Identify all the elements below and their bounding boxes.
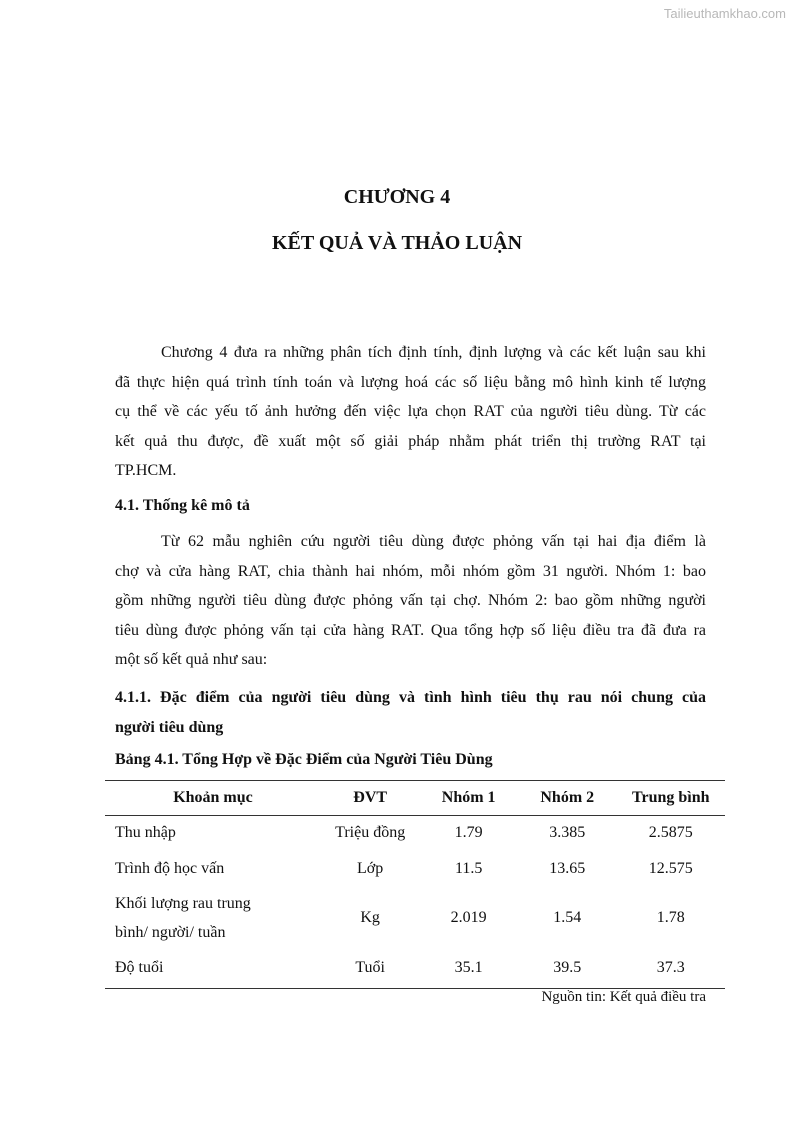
table-row	[105, 949, 725, 989]
table-cell-item: Trình độ học vấn	[115, 859, 225, 877]
column-header: Nhóm 2	[518, 781, 617, 816]
intro-paragraph	[115, 338, 706, 486]
table-row	[105, 887, 725, 949]
item-line: bình/ người/ tuần	[115, 923, 226, 941]
section-line: một số kết quả như sau:	[115, 651, 268, 668]
table-cell-group1: 1.79	[454, 824, 483, 842]
table-cell-group2: 13.65	[549, 859, 586, 877]
intro-line: kết quả thu được, đề xuất một số giải pháp nhằm phát triển thị trường RAT tại	[115, 432, 706, 450]
column-header: Trung bình	[617, 781, 725, 816]
table-cell-average: 12.575	[648, 859, 693, 877]
section-line: chợ và cửa hàng RAT, chia thành hai nhóm, mỗi nhóm gồm 31 người. Nhóm 1: bao	[115, 562, 706, 580]
table-cell-average: 1.78	[656, 908, 685, 926]
intro-line: cụ thể về các yếu tố ảnh hưởng đến việc lựa chọn RAT của người tiêu dùng. Từ các	[115, 403, 706, 420]
table-header-row	[105, 781, 725, 816]
chapter-title: KẾT QUẢ VÀ THẢO LUẬN	[271, 232, 523, 254]
section-heading-4-1: 4.1. Thống kê mô tả	[115, 497, 250, 514]
table-cell-group1: 2.019	[450, 908, 487, 926]
table-cell-item: Độ tuổi	[105, 949, 321, 989]
subsection-heading-line: 4.1.1. Đặc điểm của người tiêu dùng và tình hình tiêu thụ rau nói chung của	[115, 689, 706, 706]
table-source: Nguồn tin: Kết quả điều tra	[541, 989, 706, 1005]
summary-table	[105, 780, 725, 989]
intro-line: Chương 4 đưa ra những phân tích định tính, định lượng và các kết luận sau khi	[161, 344, 706, 361]
item-line: Khối lượng rau trung	[115, 894, 251, 912]
section-heading-4-1-1	[115, 683, 706, 742]
table-cell-average: 2.5875	[648, 824, 693, 842]
table-row	[105, 851, 725, 887]
watermark: Tailieuthamkhao.com	[663, 6, 786, 21]
intro-line: TP.HCM.	[115, 462, 177, 479]
table-cell-item: Thu nhập	[115, 824, 176, 842]
column-header: Khoản mục	[105, 781, 321, 816]
chapter-number: CHƯƠNG 4	[343, 186, 451, 208]
table-cell-average: 37.3	[617, 949, 725, 989]
section-line: gồm những người tiêu dùng được phỏng vấn tại chợ. Nhóm 2: bao gồm những người	[115, 592, 706, 609]
column-header: ĐVT	[321, 781, 419, 816]
subsection-heading-line: người tiêu dùng	[115, 718, 224, 736]
table-cell-group2: 39.5	[518, 949, 617, 989]
table-cell-group1: 11.5	[454, 859, 483, 877]
section-line: Từ 62 mẫu nghiên cứu người tiêu dùng được phỏng vấn tại hai địa điểm là	[161, 533, 706, 550]
table-cell-group2: 3.385	[549, 824, 586, 842]
column-header: Nhóm 1	[419, 781, 518, 816]
section-4-1-paragraph	[115, 527, 706, 675]
table-cell-group1: 35.1	[419, 949, 518, 989]
table-cell-unit: Triệu đồng	[335, 824, 406, 842]
table-cell-unit: Kg	[360, 908, 380, 926]
table-cell-item	[105, 887, 321, 949]
table-cell-unit: Lớp	[357, 859, 384, 877]
section-line: tiêu dùng được phỏng vấn tại cửa hàng RAT. Qua tổng hợp số liệu điều tra đã đưa ra	[115, 621, 706, 639]
table-row	[105, 816, 725, 851]
intro-line: đã thực hiện quá trình tính toán và lượng hoá các số liệu bằng mô hình kinh tế lượng	[115, 373, 706, 391]
table-caption: Bảng 4.1. Tổng Hợp về Đặc Điểm của Người Tiêu Dùng	[115, 751, 493, 768]
table-cell-group2: 1.54	[553, 908, 582, 926]
table-cell-unit: Tuổi	[321, 949, 419, 989]
